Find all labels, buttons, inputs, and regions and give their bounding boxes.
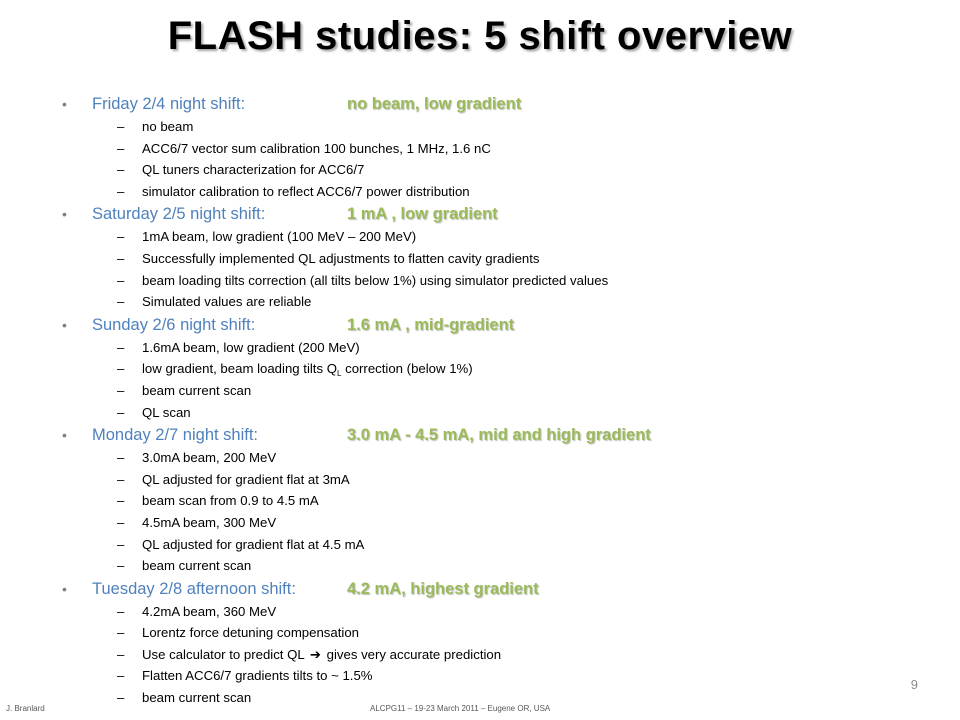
list-item bbox=[62, 138, 942, 160]
shift-label: Friday 2/4 night shift: bbox=[92, 95, 246, 113]
list-item bbox=[62, 226, 942, 248]
bullet-icon: • bbox=[62, 427, 67, 444]
predict-text: Use calculator to predict QL bbox=[142, 646, 305, 662]
list-item bbox=[62, 380, 942, 402]
dash-icon: – bbox=[117, 294, 125, 310]
ql-text: low gradient, beam loading tilts Q bbox=[142, 361, 337, 377]
dash-icon: – bbox=[117, 558, 125, 574]
list-item bbox=[62, 447, 942, 469]
shift-details bbox=[62, 116, 942, 202]
bullet-icon: • bbox=[62, 96, 67, 112]
list-item bbox=[62, 181, 942, 203]
shift-friday bbox=[62, 92, 942, 202]
list-item bbox=[62, 555, 942, 577]
list-item-text: 1mA beam, low gradient (100 MeV – 200 MeV) bbox=[142, 229, 417, 245]
dash-icon: – bbox=[117, 361, 125, 377]
dash-icon: – bbox=[117, 162, 125, 178]
shift-header bbox=[62, 423, 942, 447]
list-item-text bbox=[142, 358, 473, 380]
shift-details bbox=[62, 226, 942, 312]
shift-label: Monday 2/7 night shift: bbox=[92, 426, 259, 445]
shift-monday bbox=[62, 423, 942, 577]
list-item bbox=[62, 512, 942, 534]
shift-status: 1.6 mA , mid-gradient bbox=[347, 315, 515, 334]
list-item bbox=[62, 644, 942, 666]
dash-icon: – bbox=[117, 272, 125, 288]
dash-icon: – bbox=[117, 382, 125, 398]
list-item-text: Flatten ACC6/7 gradients tilts to ~ 1.5% bbox=[142, 668, 373, 684]
shift-label: Sunday 2/6 night shift: bbox=[92, 315, 256, 334]
list-item-text bbox=[142, 644, 501, 666]
shift-header bbox=[62, 313, 942, 337]
list-item bbox=[62, 116, 942, 138]
dash-icon: – bbox=[117, 183, 125, 199]
dash-icon: – bbox=[117, 119, 125, 134]
dash-icon: – bbox=[117, 471, 125, 487]
list-item-text: beam current scan bbox=[142, 690, 252, 706]
list-item bbox=[62, 402, 942, 424]
shift-header bbox=[62, 577, 942, 601]
predict-tail-text: gives very accurate prediction bbox=[322, 646, 502, 662]
dash-icon: – bbox=[117, 625, 125, 641]
bullet-icon: • bbox=[62, 206, 67, 223]
dash-icon: – bbox=[117, 450, 125, 466]
list-item-text: QL scan bbox=[142, 404, 191, 420]
list-item-text: no beam bbox=[142, 119, 194, 134]
shift-label: Tuesday 2/8 afternoon shift: bbox=[92, 579, 296, 598]
list-item-text: beam scan from 0.9 to 4.5 mA bbox=[142, 493, 319, 509]
shift-sunday bbox=[62, 313, 942, 423]
shift-status: 4.2 mA, highest gradient bbox=[347, 579, 539, 598]
shift-details bbox=[62, 601, 942, 709]
dash-icon: – bbox=[117, 229, 125, 245]
arrow-right-icon: ➔ bbox=[309, 646, 321, 662]
dash-icon: – bbox=[117, 603, 125, 619]
shift-details bbox=[62, 337, 942, 423]
list-item bbox=[62, 469, 942, 491]
dash-icon: – bbox=[117, 339, 125, 355]
list-item bbox=[62, 337, 942, 359]
shift-header bbox=[62, 92, 942, 116]
list-item bbox=[62, 248, 942, 270]
shift-list bbox=[62, 92, 942, 709]
list-item bbox=[62, 358, 942, 380]
dash-icon: – bbox=[117, 536, 125, 552]
list-item-text: QL adjusted for gradient flat at 4.5 mA bbox=[142, 536, 365, 552]
dash-icon: – bbox=[117, 404, 125, 420]
footer-author: J. Branlard bbox=[6, 704, 45, 713]
list-item bbox=[62, 159, 942, 181]
list-item bbox=[62, 270, 942, 292]
list-item-text: 1.6mA beam, low gradient (200 MeV) bbox=[142, 339, 360, 355]
shift-status: 1 mA , low gradient bbox=[347, 205, 498, 224]
shift-details bbox=[62, 447, 942, 577]
list-item bbox=[62, 601, 942, 623]
shift-header bbox=[62, 202, 942, 226]
list-item-text: 3.0mA beam, 200 MeV bbox=[142, 450, 277, 466]
shift-saturday bbox=[62, 202, 942, 312]
list-item-text: Successfully implemented QL adjustments to flatten cavity gradients bbox=[142, 250, 540, 266]
list-item bbox=[62, 534, 942, 556]
dash-icon: – bbox=[117, 493, 125, 509]
shift-tuesday bbox=[62, 577, 942, 709]
ql-tail-text: correction (below 1%) bbox=[341, 361, 473, 377]
list-item-text: Simulated values are reliable bbox=[142, 294, 312, 310]
dash-icon: – bbox=[117, 646, 125, 662]
footer-conference: ALCPG11 – 19-23 March 2011 – Eugene OR, USA bbox=[370, 704, 551, 713]
list-item bbox=[62, 490, 942, 512]
slide-title: FLASH studies: 5 shift overview bbox=[167, 14, 793, 58]
list-item-text: ACC6/7 vector sum calibration 100 bunches, 1 MHz, 1.6 nC bbox=[142, 140, 491, 156]
list-item-text: 4.2mA beam, 360 MeV bbox=[142, 603, 277, 619]
list-item-text: Lorentz force detuning compensation bbox=[142, 625, 360, 641]
dash-icon: – bbox=[117, 140, 125, 156]
ql-subscript: L bbox=[337, 369, 342, 379]
list-item-text: beam current scan bbox=[142, 382, 252, 398]
list-item-text: 4.5mA beam, 300 MeV bbox=[142, 514, 277, 530]
list-item bbox=[62, 622, 942, 644]
bullet-icon: • bbox=[62, 580, 67, 597]
shift-label: Saturday 2/5 night shift: bbox=[92, 205, 266, 224]
list-item-text: QL tuners characterization for ACC6/7 bbox=[142, 162, 365, 178]
list-item bbox=[62, 291, 942, 313]
shift-status: 3.0 mA - 4.5 mA, mid and high gradient bbox=[347, 426, 651, 445]
list-item-text: beam current scan bbox=[142, 558, 252, 574]
dash-icon: – bbox=[117, 668, 125, 684]
dash-icon: – bbox=[117, 250, 125, 266]
page-number: 9 bbox=[910, 677, 918, 692]
dash-icon: – bbox=[117, 514, 125, 530]
bullet-icon: • bbox=[62, 316, 67, 333]
list-item-text: simulator calibration to reflect ACC6/7 power distribution bbox=[142, 183, 470, 199]
dash-icon: – bbox=[117, 690, 125, 706]
list-item bbox=[62, 665, 942, 687]
shift-status: no beam, low gradient bbox=[347, 95, 522, 113]
list-item-text: QL adjusted for gradient flat at 3mA bbox=[142, 471, 350, 487]
list-item-text: beam loading tilts correction (all tilts below 1%) using simulator predicted values bbox=[142, 272, 609, 288]
